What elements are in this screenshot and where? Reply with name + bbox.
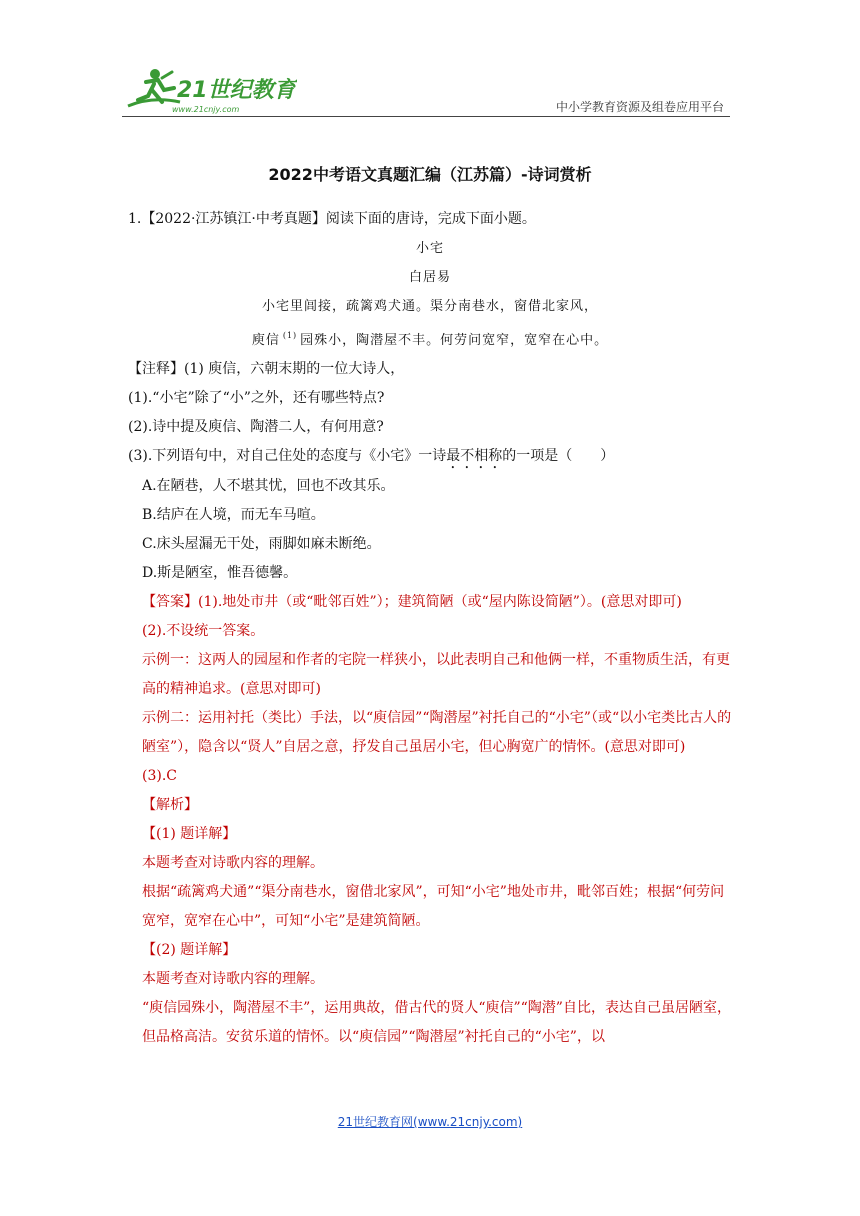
- 21cnjy-logo: [122, 62, 297, 118]
- answer-3: (3).C: [142, 768, 177, 784]
- emphasized-phrase: 最不相称: [446, 448, 503, 464]
- poem-line-1: 小宅里闾接，疏篱鸡犬通。渠分南巷水，窗借北家风，: [261, 299, 598, 314]
- page-footer: [0, 1113, 860, 1130]
- analysis-1-line-2: 根据“疏篱鸡犬通”“渠分南巷水，窗借北家风”，可知“小宅”地处市井，毗邻百姓；根据“何劳问宽窄，宽窄在心中”，可知“小宅”是建筑简陋。: [142, 884, 725, 929]
- logo-text: 21世纪教育: [177, 78, 296, 103]
- sub-question-3-start: (3).下列语句中，对自己住处的态度与《小宅》一诗: [128, 448, 447, 464]
- analysis-2-line-1: 本题考查对诗歌内容的理解。: [142, 971, 324, 987]
- analysis-label: 【解析】: [142, 797, 198, 813]
- answer-1: 【答案】(1).地处市井（或“毗邻百姓”）；建筑简陋（或“屋内陈设简陋”）。(意思对即可): [142, 594, 682, 610]
- page-header: [122, 62, 730, 120]
- footer-link[interactable]: 21世纪教育网(www.21cnjy.com): [337, 1115, 523, 1129]
- option-b: B.结庐在人境，而无车马喧。: [142, 507, 325, 523]
- question-intro: 1.【2022·江苏镇江·中考真题】阅读下面的唐诗，完成下面小题。: [128, 211, 536, 227]
- answer-2: (2).不设统一答案。: [142, 623, 265, 639]
- option-a: A.在陋巷，人不堪其忧，回也不改其乐。: [142, 478, 395, 494]
- footnote-marker: (1): [282, 331, 298, 340]
- sub-question-3: [128, 442, 732, 472]
- poem-title: 小宅: [415, 241, 444, 256]
- sub-question-3-end: 的一项是（ ）: [502, 448, 615, 464]
- answer-example-2-text: 示例二：运用衬托（类比）手法，以“庾信园”“陶潜屋”衬托自己的“小宅”（或“以小宅类比古人的陋室”），隐含以“贤人”自居之意，抒发自己虽居小宅，但心胸宽广的情怀。(意思对即可): [142, 710, 732, 755]
- header-divider: [122, 116, 730, 117]
- analysis-2-line-2: “庾信园殊小，陶潜屋不丰”，运用典故，借古代的贤人“庾信”“陶潜”自比，表达自己虽居陋室，但品格高洁。安贫乐道的情怀。以“庾信园”“陶潜屋”衬托自己的“小宅”，以: [142, 1000, 731, 1045]
- analysis-2-heading: 【(2) 题详解】: [142, 942, 237, 958]
- poem-line-2-start: 庾信: [251, 333, 280, 348]
- sub-question-1: (1).“小宅”除了“小”之外，还有哪些特点?: [128, 390, 385, 406]
- sub-question-2: (2).诗中提及庾信、陶潜二人，有何用意?: [128, 419, 384, 435]
- document-body: [128, 205, 732, 1052]
- platform-name: 中小学教育资源及组卷应用平台: [555, 100, 724, 114]
- analysis-1-line-1: 本题考查对诗歌内容的理解。: [142, 855, 324, 871]
- logo-url: www.21cnjy.com: [172, 105, 240, 114]
- answer-example-2: [128, 704, 732, 791]
- option-c: C.床头屋漏无干处，雨脚如麻未断绝。: [142, 536, 381, 552]
- analysis-1-heading: 【(1) 题详解】: [142, 826, 237, 842]
- poem-line-2: [128, 321, 732, 355]
- option-d: D.斯是陋室，惟吾德馨。: [142, 565, 298, 581]
- poem-line-2-end: 园殊小，陶潜屋不丰。何劳问宽窄，宽窄在心中。: [300, 333, 609, 348]
- document-title: 2022中考语文真题汇编（江苏篇）-诗词赏析: [268, 165, 592, 184]
- answer-example-1: 示例一：这两人的园屋和作者的宅院一样狭小，以此表明自己和他俩一样，不重物质生活，有更高的精神追求。(意思对即可): [142, 652, 730, 697]
- annotation: 【注释】(1) 庾信，六朝末期的一位大诗人，: [128, 361, 405, 377]
- poem-author: 白居易: [408, 270, 451, 285]
